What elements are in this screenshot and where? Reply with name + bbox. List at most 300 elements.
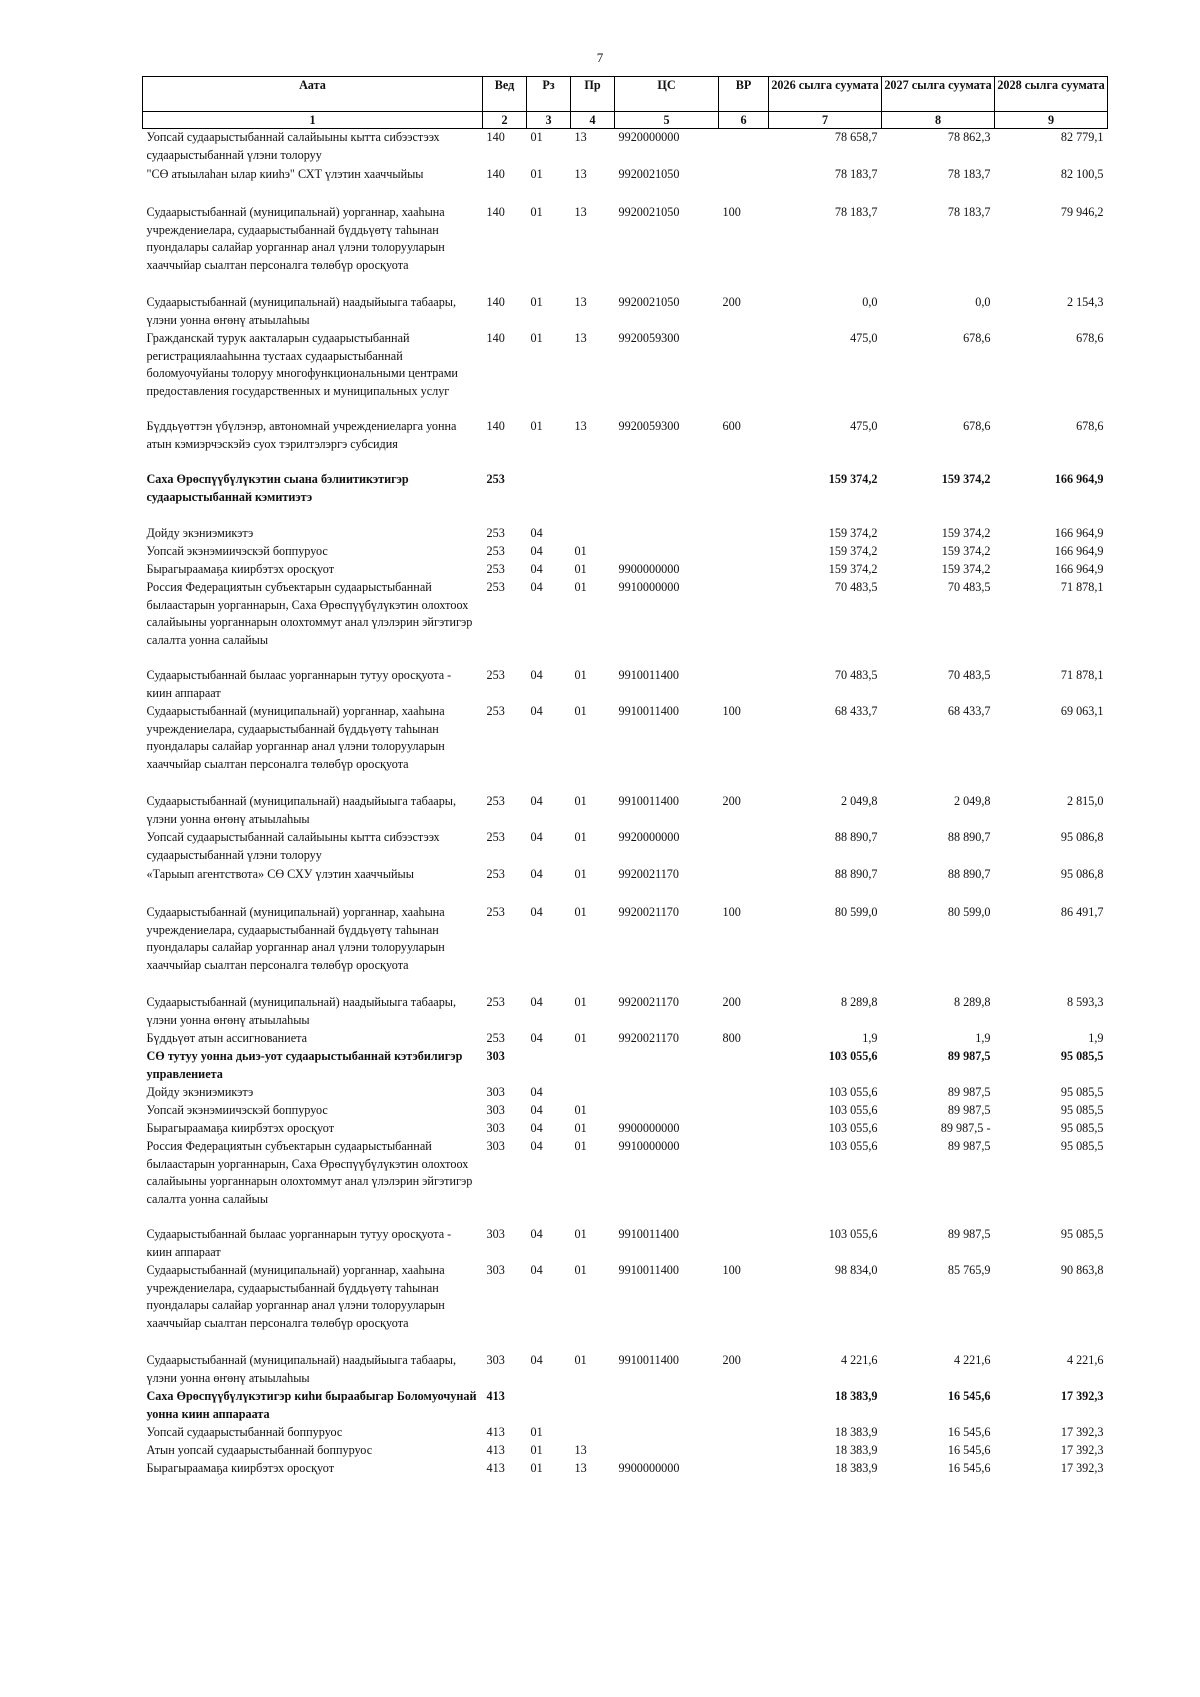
row-rz: 04 xyxy=(530,704,543,718)
header-pr: Пр xyxy=(571,77,615,112)
row-ved: 140 xyxy=(486,130,505,144)
row-vr xyxy=(719,1048,769,1084)
row-name: Дойду экэниэмикэтэ xyxy=(146,1085,254,1099)
row-amount-2026: 2 049,8 xyxy=(840,794,878,808)
row-amount-2028: 95 085,5 xyxy=(1060,1049,1104,1063)
row-pr: 13 xyxy=(574,295,587,309)
table-row xyxy=(143,1442,1108,1460)
row-rz: 04 xyxy=(530,562,543,576)
row-cs xyxy=(615,1102,719,1120)
table-row xyxy=(143,1424,1108,1442)
row-pr: 01 xyxy=(574,1263,587,1277)
row-amount-2026: 1,9 xyxy=(862,1031,878,1045)
row-name: Уопсай экэнэмиичэскэй боппуруос xyxy=(146,1103,328,1117)
table-row xyxy=(143,166,1108,204)
row-amount-2026: 159 374,2 xyxy=(828,544,878,558)
table-header xyxy=(143,77,1108,129)
row-rz: 04 xyxy=(530,1121,543,1135)
table-row xyxy=(143,525,1108,543)
table-row xyxy=(143,1120,1108,1138)
row-amount-2028: 95 085,5 xyxy=(1060,1139,1104,1153)
row-rz: 01 xyxy=(530,295,543,309)
row-vr xyxy=(719,1120,769,1138)
table-row xyxy=(143,294,1108,330)
row-pr: 01 xyxy=(574,544,587,558)
row-amount-2028: 8 593,3 xyxy=(1066,995,1104,1009)
row-name: Саха Өрөспүүбүлүкэтигэр киһи быраабыгар Боломуочунай уонна киин аппараата xyxy=(146,1389,477,1421)
row-amount-2028: 71 878,1 xyxy=(1060,668,1104,682)
row-cs: 9910011400 xyxy=(618,1353,679,1367)
row-rz: 01 xyxy=(530,419,543,433)
row-name: Судаарыстыбаннай (муниципальнай) наадыйыыга табаары, үлэни уонна өҥөнү атыылаһыы xyxy=(146,295,457,327)
row-name: Уопсай экэнэмиичэскэй боппуруос xyxy=(146,544,328,558)
row-cs: 9920021170 xyxy=(618,995,679,1009)
row-amount-2028: 95 085,5 xyxy=(1060,1085,1104,1099)
row-amount-2027: 68 433,7 xyxy=(947,704,991,718)
row-amount-2028: 95 085,5 xyxy=(1060,1121,1104,1135)
row-amount-2027: 89 987,5 - xyxy=(940,1121,991,1135)
row-amount-2026: 18 383,9 xyxy=(834,1461,878,1475)
row-pr: 13 xyxy=(574,331,587,345)
row-rz xyxy=(527,471,571,525)
row-ved: 253 xyxy=(486,830,505,844)
row-amount-2028: 1,9 xyxy=(1088,1031,1104,1045)
row-amount-2026: 103 055,6 xyxy=(828,1227,878,1241)
row-rz: 04 xyxy=(530,544,543,558)
header-vr: ВР xyxy=(719,77,769,112)
row-amount-2028: 82 100,5 xyxy=(1060,167,1104,181)
row-amount-2028: 86 491,7 xyxy=(1060,905,1104,919)
row-vr xyxy=(719,1388,769,1424)
row-pr: 13 xyxy=(574,1461,587,1475)
row-amount-2026: 78 658,7 xyxy=(834,130,878,144)
column-number-row xyxy=(143,112,1108,129)
table-row xyxy=(143,561,1108,579)
table-row xyxy=(143,1352,1108,1388)
row-amount-2026: 78 183,7 xyxy=(834,167,878,181)
row-name: СӨ тутуу уонна дьиэ-уот судаарыстыбаннай кэтэбилигэр управлениета xyxy=(146,1049,463,1081)
row-pr: 01 xyxy=(574,905,587,919)
row-ved: 253 xyxy=(486,668,505,682)
row-amount-2027: 678,6 xyxy=(963,331,991,345)
column-number: 2 xyxy=(483,112,527,129)
row-pr: 01 xyxy=(574,1031,587,1045)
row-rz: 04 xyxy=(530,1227,543,1241)
row-pr: 01 xyxy=(574,995,587,1009)
row-pr: 01 xyxy=(574,580,587,594)
row-amount-2027: 89 987,5 xyxy=(947,1049,991,1063)
row-vr xyxy=(719,866,769,904)
row-amount-2026: 18 383,9 xyxy=(834,1389,878,1403)
row-cs: 9910000000 xyxy=(618,1139,680,1153)
row-amount-2028: 4 221,6 xyxy=(1066,1353,1104,1367)
table-row xyxy=(143,471,1108,525)
row-ved: 253 xyxy=(486,472,505,486)
row-cs: 9910011400 xyxy=(618,668,679,682)
row-cs: 9910011400 xyxy=(618,794,679,808)
row-vr: 200 xyxy=(722,995,741,1009)
row-rz: 04 xyxy=(530,1103,543,1117)
row-amount-2026: 88 890,7 xyxy=(834,867,878,881)
row-cs xyxy=(615,1084,719,1102)
row-amount-2026: 70 483,5 xyxy=(834,580,878,594)
row-vr xyxy=(719,1442,769,1460)
row-amount-2027: 88 890,7 xyxy=(947,830,991,844)
row-ved: 253 xyxy=(486,905,505,919)
row-amount-2028: 90 863,8 xyxy=(1060,1263,1104,1277)
row-rz: 01 xyxy=(530,1461,543,1475)
row-cs: 9920021170 xyxy=(618,1031,679,1045)
row-vr xyxy=(719,1138,769,1226)
row-amount-2028: 17 392,3 xyxy=(1060,1425,1104,1439)
row-amount-2027: 78 183,7 xyxy=(947,167,991,181)
row-ved: 253 xyxy=(486,562,505,576)
row-ved: 303 xyxy=(486,1049,505,1063)
row-ved: 253 xyxy=(486,1031,505,1045)
row-vr xyxy=(719,579,769,667)
row-ved: 303 xyxy=(486,1263,505,1277)
row-ved: 140 xyxy=(486,331,505,345)
row-ved: 303 xyxy=(486,1227,505,1241)
table-row xyxy=(143,1048,1108,1084)
header-2026: 2026 сылга суумата xyxy=(769,77,882,112)
row-pr: 13 xyxy=(574,205,587,219)
row-amount-2026: 98 834,0 xyxy=(834,1263,878,1277)
row-rz: 04 xyxy=(530,1139,543,1153)
row-cs: 9910011400 xyxy=(618,1263,679,1277)
header-aata: Аата xyxy=(143,77,483,112)
row-amount-2027: 16 545,6 xyxy=(947,1443,991,1457)
table-body xyxy=(143,129,1108,1479)
row-cs: 9900000000 xyxy=(618,1121,680,1135)
row-cs xyxy=(615,543,719,561)
row-rz: 01 xyxy=(530,1425,543,1439)
row-vr xyxy=(719,1460,769,1478)
row-amount-2027: 8 289,8 xyxy=(953,995,991,1009)
row-rz: 04 xyxy=(530,995,543,1009)
row-amount-2028: 82 779,1 xyxy=(1060,130,1104,144)
table-row xyxy=(143,1388,1108,1424)
column-number: 5 xyxy=(615,112,719,129)
row-name: Бырагыраамаҕа киирбэтэх оросқуот xyxy=(146,1121,335,1135)
row-amount-2026: 159 374,2 xyxy=(828,526,878,540)
row-vr: 100 xyxy=(722,205,741,219)
row-amount-2027: 159 374,2 xyxy=(941,472,991,486)
row-amount-2027: 2 049,8 xyxy=(953,794,991,808)
row-vr xyxy=(719,129,769,167)
row-amount-2028: 2 815,0 xyxy=(1066,794,1104,808)
row-amount-2028: 17 392,3 xyxy=(1060,1389,1104,1403)
table-row xyxy=(143,904,1108,994)
row-name: Судаарыстыбаннай (муниципальнай) наадыйыыга табаары, үлэни уонна өҥөнү атыылаһыы xyxy=(146,995,457,1027)
row-amount-2028: 71 878,1 xyxy=(1060,580,1104,594)
row-amount-2028: 678,6 xyxy=(1076,419,1104,433)
table-row xyxy=(143,330,1108,418)
row-vr xyxy=(719,1084,769,1102)
row-amount-2026: 103 055,6 xyxy=(828,1049,878,1063)
row-ved: 253 xyxy=(486,580,505,594)
row-ved: 413 xyxy=(486,1389,505,1403)
header-row xyxy=(143,77,1108,112)
table-row xyxy=(143,1102,1108,1120)
row-pr: 01 xyxy=(574,1121,587,1135)
table-row xyxy=(143,667,1108,703)
header-rz: Рз xyxy=(527,77,571,112)
row-rz: 04 xyxy=(530,867,543,881)
row-ved: 140 xyxy=(486,295,505,309)
row-ved: 253 xyxy=(486,867,505,881)
row-name: Уопсай судаарыстыбаннай салайыыны кытта сибээстээх судаарыстыбаннай үлэни толоруу xyxy=(146,130,440,162)
row-name: "СӨ атыылаһан ылар кииһэ" СХТ үлэтин хааччыйыы xyxy=(146,167,424,181)
row-vr: 800 xyxy=(722,1031,741,1045)
row-ved: 303 xyxy=(486,1103,505,1117)
row-pr: 01 xyxy=(574,1103,587,1117)
row-pr: 13 xyxy=(574,167,587,181)
row-rz: 04 xyxy=(530,526,543,540)
row-rz: 01 xyxy=(530,205,543,219)
row-vr xyxy=(719,525,769,543)
table-row xyxy=(143,866,1108,904)
row-ved: 413 xyxy=(486,1443,505,1457)
row-amount-2026: 159 374,2 xyxy=(828,562,878,576)
row-amount-2026: 103 055,6 xyxy=(828,1121,878,1135)
row-cs xyxy=(615,1388,719,1424)
row-amount-2026: 70 483,5 xyxy=(834,668,878,682)
row-amount-2027: 80 599,0 xyxy=(947,905,991,919)
row-amount-2027: 85 765,9 xyxy=(947,1263,991,1277)
column-number: 4 xyxy=(571,112,615,129)
row-rz: 04 xyxy=(530,1031,543,1045)
row-rz: 01 xyxy=(530,167,543,181)
row-vr xyxy=(719,330,769,418)
row-name: Гражданскай турук аакталарын судаарыстыбаннай регистрациялааһынна тустаах судаарыстыбаннай боломуочуйаны толоруу многофункциональными центрами предоставления государственных и муниципальных услуг xyxy=(146,331,458,398)
row-amount-2026: 78 183,7 xyxy=(834,205,878,219)
row-ved: 303 xyxy=(486,1353,505,1367)
row-cs xyxy=(615,1048,719,1084)
row-ved: 253 xyxy=(486,526,505,540)
row-name: Судаарыстыбаннай (муниципальнай) уорганнар, хааһына учреждениелара, судаарыстыбаннай бүддьүөтү таһынан пуондалары салайар уорганнар анал үлэни толорууларын хааччыйар сыалтан персоналга төлөбүр оросқуота xyxy=(146,704,445,771)
table-row xyxy=(143,1460,1108,1478)
row-amount-2028: 2 154,3 xyxy=(1066,295,1104,309)
row-amount-2027: 88 890,7 xyxy=(947,867,991,881)
row-rz: 01 xyxy=(530,130,543,144)
row-cs: 9920000000 xyxy=(618,130,680,144)
row-vr xyxy=(719,561,769,579)
row-ved: 303 xyxy=(486,1085,505,1099)
table-row xyxy=(143,1262,1108,1352)
row-amount-2027: 89 987,5 xyxy=(947,1103,991,1117)
table-row xyxy=(143,543,1108,561)
row-vr xyxy=(719,543,769,561)
row-amount-2027: 0,0 xyxy=(975,295,991,309)
row-cs: 9910000000 xyxy=(618,580,680,594)
row-pr: 01 xyxy=(574,794,587,808)
row-name: Судаарыстыбаннай (муниципальнай) наадыйыыга табаары, үлэни уонна өҥөнү атыылаһыы xyxy=(146,1353,457,1385)
row-cs xyxy=(615,1442,719,1460)
row-amount-2027: 159 374,2 xyxy=(941,526,991,540)
row-amount-2026: 0,0 xyxy=(862,295,878,309)
row-name: Бырагыраамаҕа киирбэтэх оросқуот xyxy=(146,1461,335,1475)
row-ved: 253 xyxy=(486,704,505,718)
row-amount-2026: 80 599,0 xyxy=(834,905,878,919)
row-vr xyxy=(719,1424,769,1442)
row-rz xyxy=(527,1048,571,1084)
column-number: 3 xyxy=(527,112,571,129)
row-name: Бүддьүөт атын ассигнованиета xyxy=(146,1031,307,1045)
row-cs: 9920021050 xyxy=(618,205,680,219)
row-cs: 9920059300 xyxy=(618,331,680,345)
row-cs: 9920021170 xyxy=(618,867,679,881)
row-cs: 9920021050 xyxy=(618,295,680,309)
row-name: Россия Федерациятын субъектарын судаарыстыбаннай былаастарын уорганнарын, Саха Өрөспүүбүлүкэтин олохтоох салайыыны уорганнарын олохтоммут анал үлэлэрин эйгэтигэр салалта уонна салайыы xyxy=(146,1139,473,1206)
row-name: Россия Федерациятын субъектарын судаарыстыбаннай былаастарын уорганнарын, Саха Өрөспүүбүлүкэтин олохтоох салайыыны уорганнарын олохтоммут анал үлэлэрин эйгэтигэр салалта уонна салайыы xyxy=(146,580,473,647)
row-cs: 9920059300 xyxy=(618,419,680,433)
row-pr: 01 xyxy=(574,668,587,682)
row-amount-2027: 159 374,2 xyxy=(941,562,991,576)
header-cs: ЦС xyxy=(615,77,719,112)
page-number: 7 xyxy=(596,50,604,65)
table-row xyxy=(143,994,1108,1030)
row-amount-2026: 475,0 xyxy=(850,419,878,433)
row-amount-2026: 103 055,6 xyxy=(828,1103,878,1117)
row-vr xyxy=(719,667,769,703)
row-name: Судаарыстыбаннай (муниципальнай) уорганнар, хааһына учреждениелара, судаарыстыбаннай бүддьүөтү таһынан пуондалары салайар уорганнар анал үлэни толорууларын хааччыйар сыалтан персоналга төлөбүр оросқуота xyxy=(146,205,445,272)
column-number: 9 xyxy=(995,112,1108,129)
row-cs: 9910011400 xyxy=(618,1227,679,1241)
row-name: Атын уопсай судаарыстыбаннай боппуруос xyxy=(146,1443,373,1457)
row-amount-2028: 95 086,8 xyxy=(1060,867,1104,881)
row-rz: 04 xyxy=(530,905,543,919)
budget-table xyxy=(142,76,1108,1478)
column-number: 1 xyxy=(143,112,483,129)
row-pr xyxy=(571,1388,615,1424)
row-rz: 04 xyxy=(530,794,543,808)
row-cs: 9900000000 xyxy=(618,562,680,576)
row-cs xyxy=(615,525,719,543)
row-amount-2027: 16 545,6 xyxy=(947,1425,991,1439)
row-rz: 04 xyxy=(530,668,543,682)
row-pr xyxy=(571,471,615,525)
table-row xyxy=(143,793,1108,829)
row-vr: 100 xyxy=(722,1263,741,1277)
table-row xyxy=(143,1138,1108,1226)
row-rz: 04 xyxy=(530,1085,543,1099)
row-ved: 253 xyxy=(486,995,505,1009)
row-amount-2028: 678,6 xyxy=(1076,331,1104,345)
row-ved: 140 xyxy=(486,205,505,219)
table-row xyxy=(143,1030,1108,1048)
table-row xyxy=(143,829,1108,866)
row-amount-2028: 17 392,3 xyxy=(1060,1443,1104,1457)
row-amount-2027: 678,6 xyxy=(963,419,991,433)
row-vr xyxy=(719,471,769,525)
row-ved: 303 xyxy=(486,1139,505,1153)
row-name: «Тарыып агентствота» СӨ СХУ үлэтин хааччыйыы xyxy=(146,867,414,881)
row-amount-2028: 166 964,9 xyxy=(1054,526,1104,540)
row-amount-2027: 16 545,6 xyxy=(947,1389,991,1403)
column-number: 8 xyxy=(882,112,995,129)
header-2027: 2027 сылга суумата xyxy=(882,77,995,112)
row-name: Судаарыстыбаннай (муниципальнай) уорганнар, хааһына учреждениелара, судаарыстыбаннай бүддьүөтү таһынан пуондалары салайар уорганнар анал үлэни толорууларын хааччыйар сыалтан персоналга төлөбүр оросқуота xyxy=(146,1263,445,1330)
row-vr xyxy=(719,829,769,866)
row-amount-2028: 166 964,9 xyxy=(1054,544,1104,558)
row-ved: 253 xyxy=(486,794,505,808)
row-pr: 01 xyxy=(574,562,587,576)
table-row xyxy=(143,204,1108,294)
row-vr xyxy=(719,166,769,204)
row-pr xyxy=(571,1424,615,1442)
header-2028: 2028 сылга суумата xyxy=(995,77,1108,112)
row-vr: 200 xyxy=(722,1353,741,1367)
row-ved: 413 xyxy=(486,1461,505,1475)
row-amount-2027: 89 987,5 xyxy=(947,1085,991,1099)
row-cs xyxy=(615,471,719,525)
row-vr xyxy=(719,1102,769,1120)
table-row xyxy=(143,1226,1108,1262)
row-rz: 01 xyxy=(530,1443,543,1457)
row-pr: 01 xyxy=(574,1353,587,1367)
row-amount-2028: 95 085,5 xyxy=(1060,1227,1104,1241)
row-rz: 04 xyxy=(530,1353,543,1367)
row-vr: 200 xyxy=(722,794,741,808)
row-vr: 100 xyxy=(722,905,741,919)
row-amount-2027: 78 862,3 xyxy=(947,130,991,144)
row-ved: 303 xyxy=(486,1121,505,1135)
table-row xyxy=(143,129,1108,167)
row-amount-2028: 95 086,8 xyxy=(1060,830,1104,844)
row-amount-2027: 70 483,5 xyxy=(947,580,991,594)
row-amount-2027: 78 183,7 xyxy=(947,205,991,219)
row-rz xyxy=(527,1388,571,1424)
row-rz: 01 xyxy=(530,331,543,345)
row-amount-2026: 103 055,6 xyxy=(828,1139,878,1153)
row-pr: 13 xyxy=(574,130,587,144)
row-name: Уопсай судаарыстыбаннай салайыыны кытта сибээстээх судаарыстыбаннай үлэни толоруу xyxy=(146,830,440,862)
row-amount-2028: 95 085,5 xyxy=(1060,1103,1104,1117)
column-number: 7 xyxy=(769,112,882,129)
row-amount-2028: 79 946,2 xyxy=(1060,205,1104,219)
row-amount-2026: 8 289,8 xyxy=(840,995,878,1009)
row-amount-2027: 89 987,5 xyxy=(947,1227,991,1241)
row-name: Судаарыстыбаннай (муниципальнай) уорганнар, хааһына учреждениелара, судаарыстыбаннай бүддьүөтү таһынан пуондалары салайар уорганнар анал үлэни толорууларын хааччыйар сыалтан персоналга төлөбүр оросқуота xyxy=(146,905,445,972)
row-amount-2028: 166 964,9 xyxy=(1054,562,1104,576)
row-pr: 01 xyxy=(574,1139,587,1153)
row-pr: 13 xyxy=(574,1443,587,1457)
row-rz: 04 xyxy=(530,830,543,844)
row-cs: 9920000000 xyxy=(618,830,680,844)
table-row xyxy=(143,1084,1108,1102)
row-amount-2027: 70 483,5 xyxy=(947,668,991,682)
row-cs: 9920021050 xyxy=(618,167,680,181)
row-amount-2026: 4 221,6 xyxy=(840,1353,878,1367)
table-row xyxy=(143,579,1108,667)
row-amount-2027: 159 374,2 xyxy=(941,544,991,558)
row-pr: 01 xyxy=(574,704,587,718)
column-number: 6 xyxy=(719,112,769,129)
row-name: Бүддьүөттэн үбүлэнэр, автономнай учреждениеларга уонна атын кэмиэрчэскэйэ суох тэрилтэлэргэ субсидия xyxy=(146,419,457,451)
row-amount-2027: 89 987,5 xyxy=(947,1139,991,1153)
row-pr xyxy=(571,1048,615,1084)
row-amount-2028: 166 964,9 xyxy=(1054,472,1104,486)
row-amount-2026: 68 433,7 xyxy=(834,704,878,718)
row-vr: 200 xyxy=(722,295,741,309)
row-amount-2028: 69 063,1 xyxy=(1060,704,1104,718)
row-ved: 140 xyxy=(486,167,505,181)
table-row xyxy=(143,703,1108,793)
row-amount-2026: 475,0 xyxy=(850,331,878,345)
row-rz: 04 xyxy=(530,1263,543,1277)
row-name: Уопсай судаарыстыбаннай боппуруос xyxy=(146,1425,343,1439)
